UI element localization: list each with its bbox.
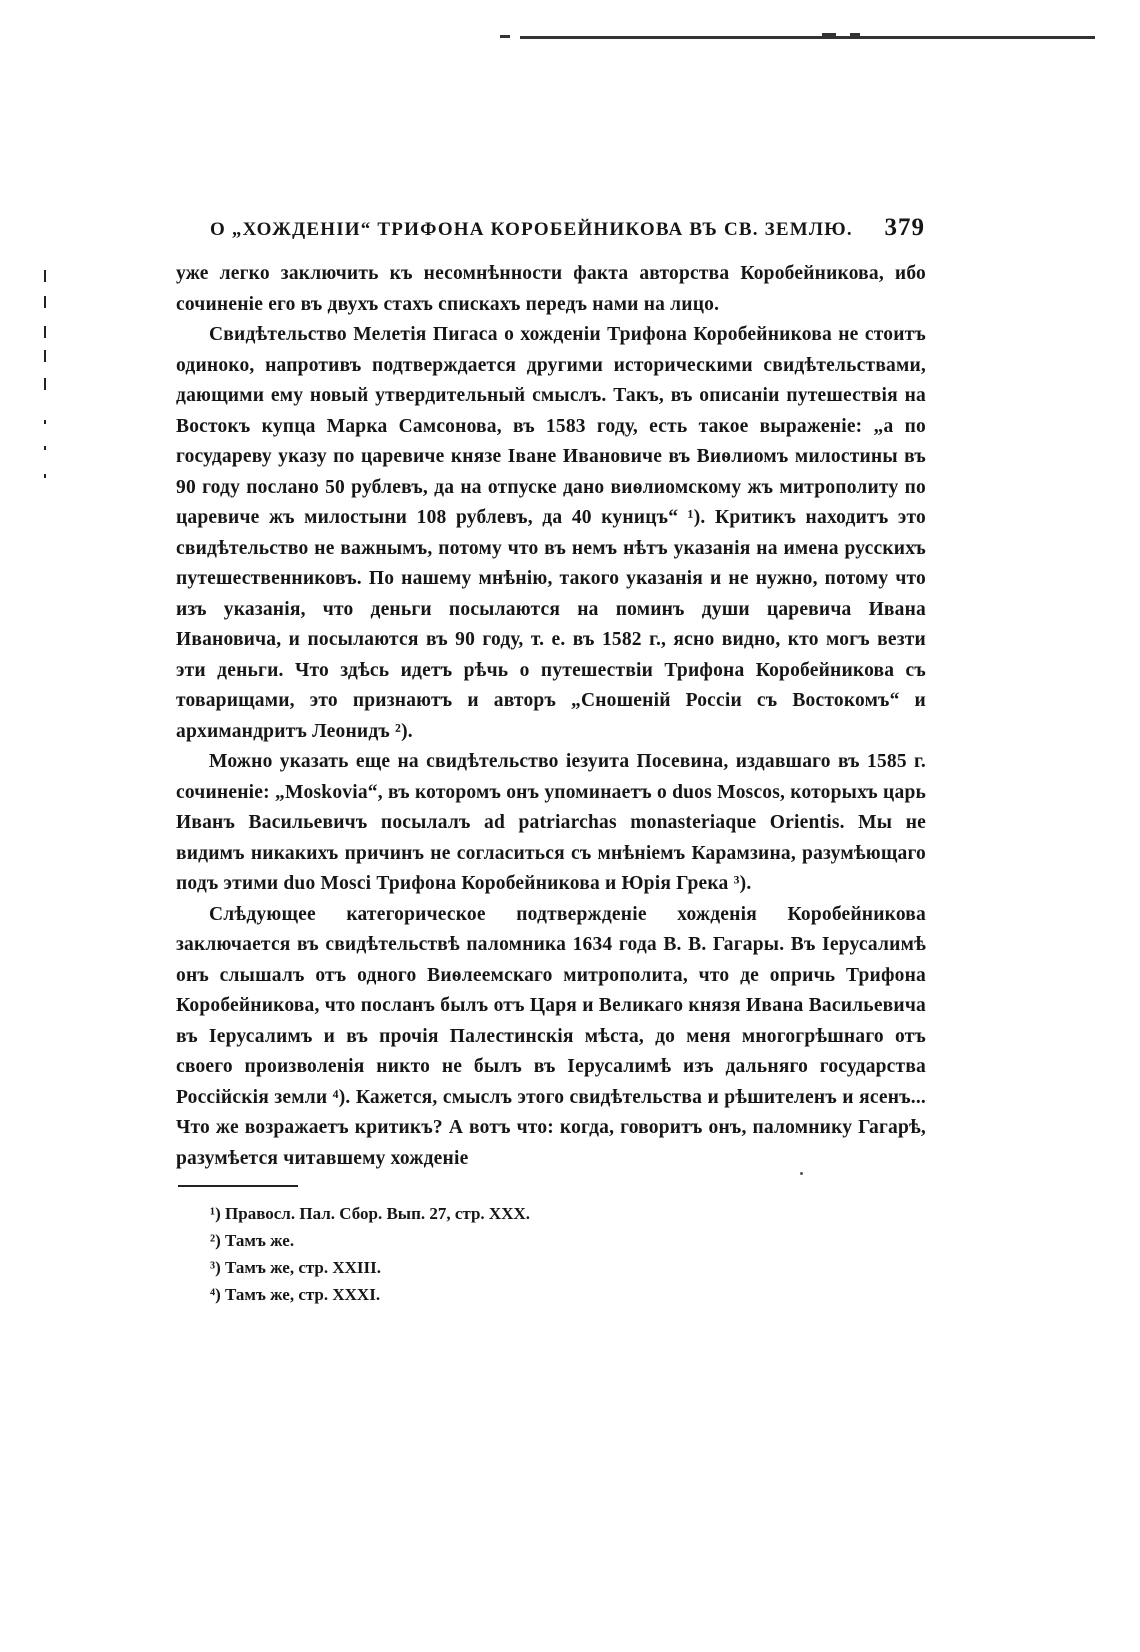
- footnote-text: Правосл. Пал. Сбор. Вып. 27, стр. XXX.: [225, 1204, 531, 1223]
- footnote-rule: [178, 1185, 298, 1187]
- scan-edge-dash: [850, 33, 860, 36]
- page-header: [210, 214, 925, 242]
- scan-edge-rule: [520, 36, 1095, 39]
- paragraph: Свидѣтельство Мелетія Пигаса о хожденіи Трифона Коробейникова не стоитъ одиноко, напротивъ подтверждается другими историческими свидѣтельствами, дающими ему новый утвердительный смыслъ. Такъ, въ описаніи путешествія на Востокъ купца Марка Самсонова, въ 1583 году, есть такое выраженіе: „а по государеву указу по царевиче князе Іване Ивановиче въ Виѳлиомъ милостины въ 90 году послано 50 рублевъ, да на отпуске дано виѳлиомскому жъ митрополиту по царевиче жъ милостыни 108 рублевъ, да 40 куницъ“ ¹). Критикъ находитъ это свидѣтельство не важнымъ, потому что въ немъ нѣтъ указанія на имена русскихъ путешественниковъ. По нашему мнѣнію, такого указанія и не нужно, потому что изъ указанія, что деньги посылаются на поминъ души царевича Ивана Ивановича, и посылаются въ 90 году, т. е. въ 1582 г., ясно видно, кто могъ везти эти деньги. Что здѣсь идетъ рѣчь о путешествіи Трифона Коробейникова съ товарищами, это признаютъ и авторъ „Сношеній Россіи съ Востокомъ“ и архимандритъ Леонидъ ²).: [176, 324, 926, 742]
- footnote-mark: ⁴): [210, 1285, 221, 1304]
- paragraph: Слѣдующее категорическое подтвержденіе хожденія Коробейникова заключается въ свидѣтельствѣ паломника 1634 года В. В. Гагары. Въ Іерусалимѣ онъ слышалъ отъ одного Виѳлеемскаго митрополита, что де опричь Трифона Коробейникова, что посланъ былъ отъ Царя и Великаго князя Ивана Васильевича въ Іерусалимъ и въ прочія Палестинскія мѣста, до меня многогрѣшнаго отъ своего произволенія никто не былъ въ Іерусалимѣ изъ дальняго государства Россійскія земли ⁴). Кажется, смыслъ этого свидѣтельства и рѣшителенъ и ясенъ... Что же возражаетъ критикъ? А вотъ что: когда, говоритъ онъ, паломнику Гагарѣ, разумѣется читавшему хожденіе: [176, 903, 926, 1169]
- footnote-text: Тамъ же, стр. XXIII.: [225, 1258, 382, 1277]
- scan-speck: [800, 1172, 803, 1175]
- paragraph: Можно указать еще на свидѣтельство іезуита Посевина, издавшаго въ 1585 г. сочиненіе: „Moskovia“, въ которомъ онъ упоминаетъ о duos Moscos, которыхъ царь Иванъ Васильевичъ посылалъ ad patriarchas monasteriaque Orientis. Мы не видимъ никакихъ причинъ не согласиться съ мнѣніемъ Карамзина, разумѣющаго подъ этими duo Mosci Трифона Коробейникова и Юрія Грека ³).: [176, 751, 926, 894]
- scan-edge-dash: [822, 33, 836, 36]
- footnote: [210, 1281, 710, 1308]
- footnote: [210, 1254, 710, 1281]
- page-number: 379: [884, 214, 925, 241]
- running-head: О „ХОЖДЕНІИ“ ТРИФОНА КОРОБЕЙНИКОВА ВЪ СВ. ЗЕМЛЮ.: [210, 219, 853, 240]
- paragraph: уже легко заключить къ несомнѣнности факта авторства Коробейникова, ибо сочиненіе его въ двухъ стахъ спискахъ передъ нами на лицо.: [176, 263, 926, 315]
- footnote-mark: ²): [210, 1231, 221, 1250]
- footnotes: [210, 1200, 710, 1308]
- footnote-text: Тамъ же.: [225, 1231, 295, 1250]
- footnote: [210, 1200, 710, 1227]
- footnote-mark: ¹): [210, 1204, 221, 1223]
- body-text: [176, 259, 926, 1174]
- margin-marks: [44, 270, 52, 510]
- footnote: [210, 1227, 710, 1254]
- footnote-mark: ³): [210, 1258, 221, 1277]
- footnote-text: Тамъ же, стр. XXXI.: [225, 1285, 381, 1304]
- scan-edge-dash: [500, 35, 510, 38]
